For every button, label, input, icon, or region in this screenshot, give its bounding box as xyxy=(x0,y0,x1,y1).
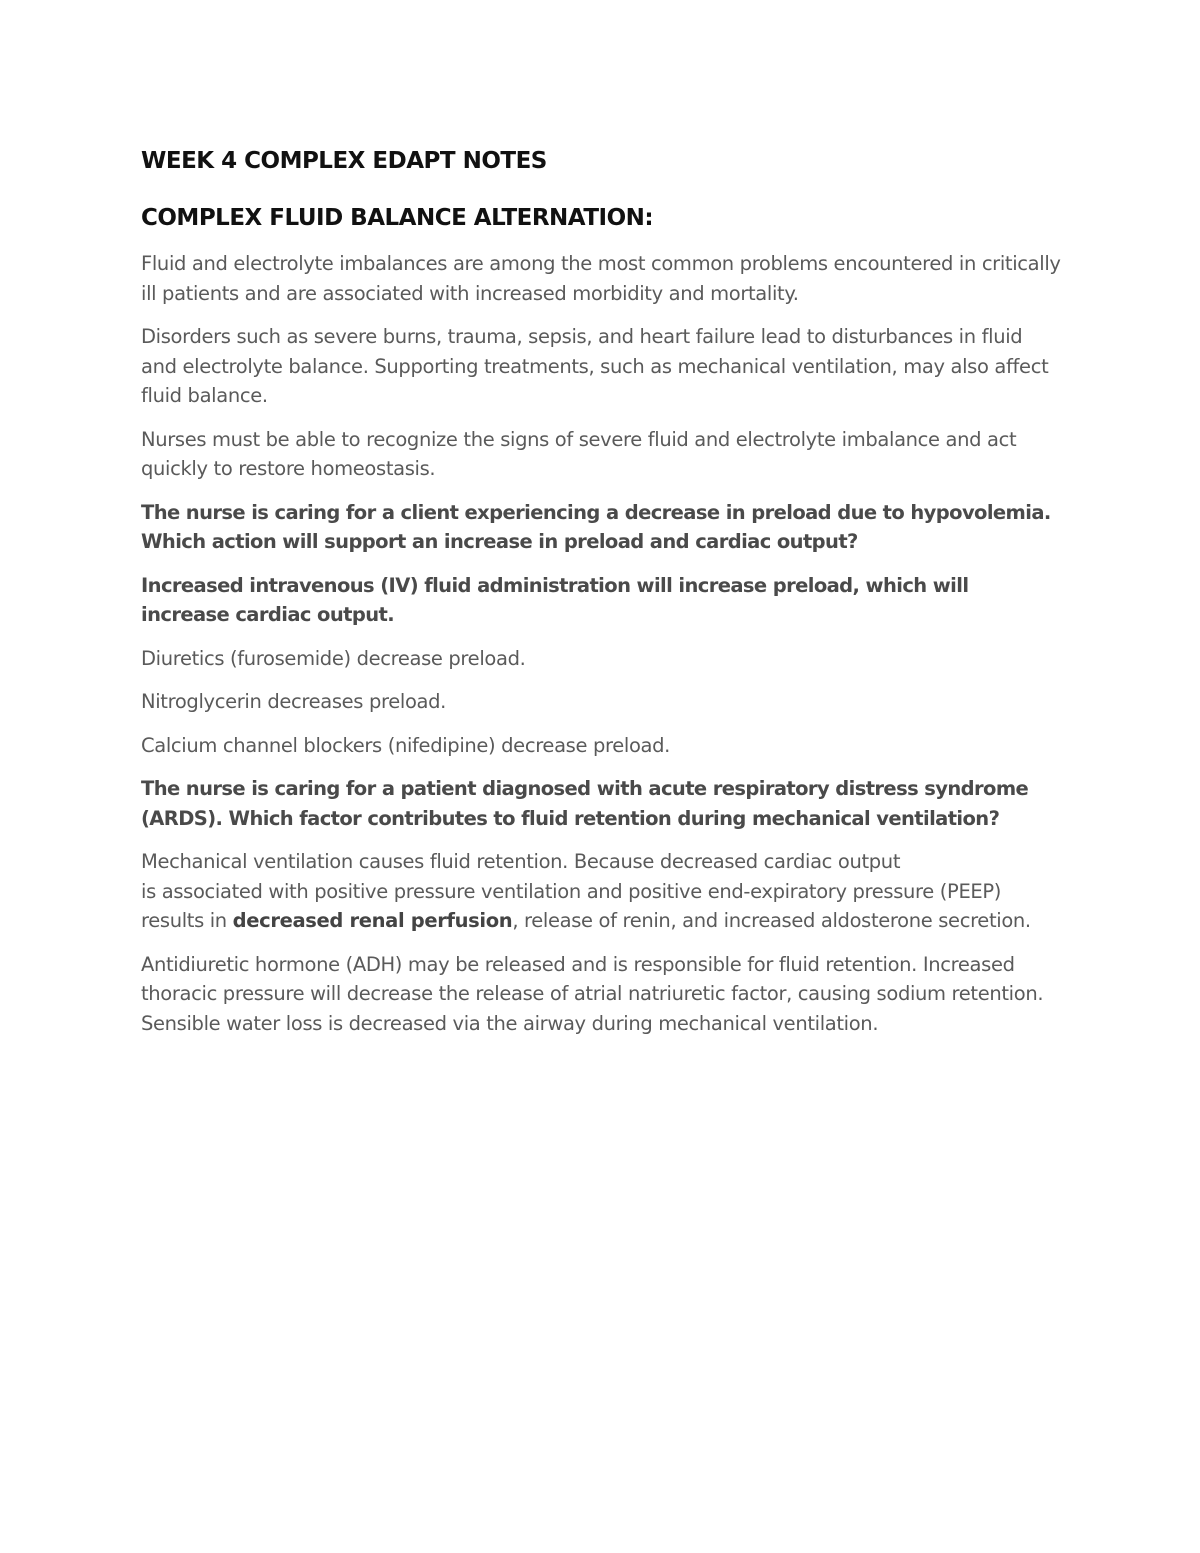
ventilation-line-3-post: , release of renin, and increased aldosterone secretion. xyxy=(512,909,1031,932)
ventilation-line-3-pre: results in xyxy=(141,909,233,932)
diuretics-note: Diuretics (furosemide) decrease preload. xyxy=(141,646,526,670)
document-title: WEEK 4 COMPLEX EDAPT NOTES xyxy=(141,148,547,174)
renal-perfusion-emphasis: decreased renal perfusion xyxy=(232,909,513,932)
adh-paragraph: Antidiuretic hormone (ADH) may be released and is responsible for fluid retention. Increased thoracic pressure will decrease the release of atrial natriuretic factor, causing sodium retention. Sensible water loss is decreased via the airway during mechanical ventilation. xyxy=(141,952,1044,1035)
disorders-paragraph: Disorders such as severe burns, trauma, sepsis, and heart failure lead to disturbances in fluid and electrolyte balance. Supporting treatments, such as mechanical ventilation, may also affect fluid balance. xyxy=(141,325,1049,407)
answer-preload: Increased intravenous (IV) fluid administration will increase preload, which will increase cardiac output. xyxy=(141,573,969,626)
nitroglycerin-note: Nitroglycerin decreases preload. xyxy=(141,690,446,713)
question-preload: The nurse is caring for a client experiencing a decrease in preload due to hypovolemia. Which action will support an increase in preload and cardiac output? xyxy=(141,500,1051,553)
ventilation-paragraph xyxy=(141,847,1061,936)
document-page xyxy=(141,146,1061,1038)
intro-paragraph: Fluid and electrolyte imbalances are among the most common problems encountered in critically ill patients and are associated with increased morbidity and mortality. xyxy=(141,252,1061,305)
ventilation-line-2: is associated with positive pressure ventilation and positive end-expiratory pressure (PEEP) xyxy=(141,879,1002,903)
nurses-paragraph: Nurses must be able to recognize the signs of severe fluid and electrolyte imbalance and act quickly to restore homeostasis. xyxy=(141,427,1017,480)
calcium-channel-note: Calcium channel blockers (nifedipine) decrease preload. xyxy=(141,733,671,757)
section-heading: COMPLEX FLUID BALANCE ALTERNATION: xyxy=(141,205,654,231)
question-ards: The nurse is caring for a patient diagnosed with acute respiratory distress syndrome (ARDS). Which factor contributes to fluid retention during mechanical ventilation? xyxy=(141,777,1029,830)
ventilation-line-1: Mechanical ventilation causes fluid retention. Because decreased cardiac output xyxy=(141,850,901,873)
